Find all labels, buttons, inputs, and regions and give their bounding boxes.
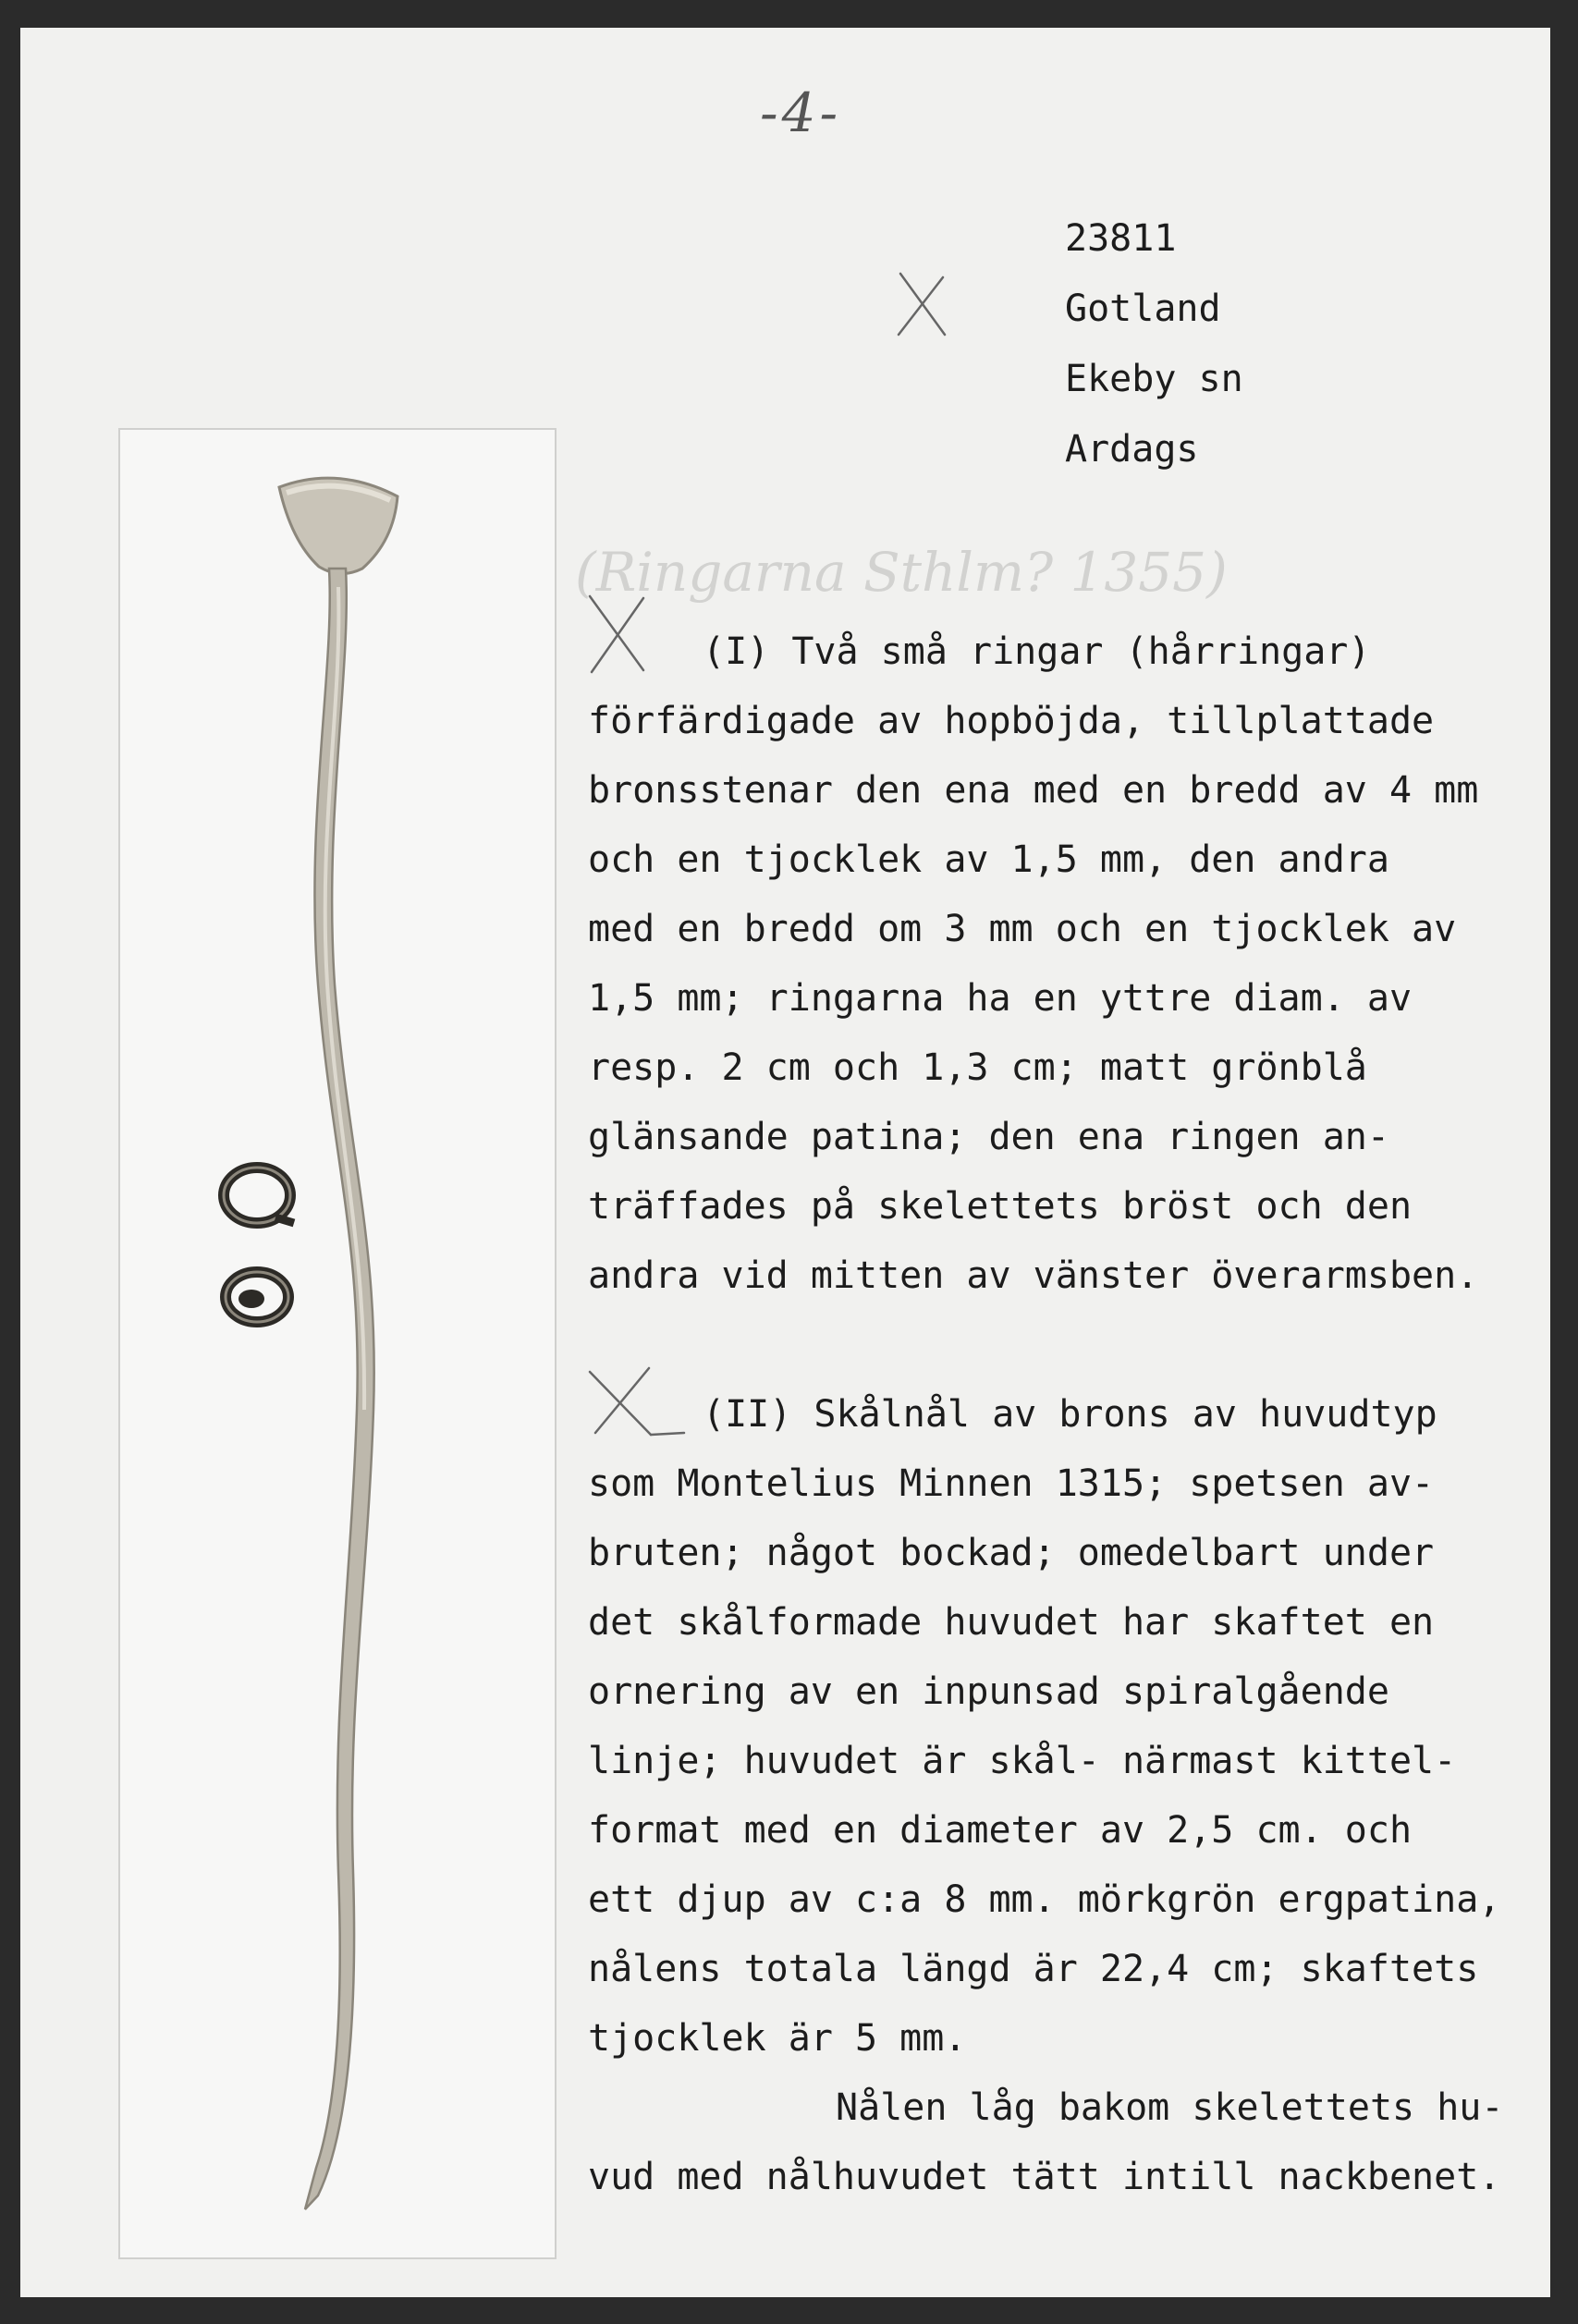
artifact-illustration — [120, 430, 555, 2257]
hair-ring-2 — [226, 1272, 288, 1322]
text-line: ornering av en inpunsad spiralgående — [588, 1670, 1389, 1713]
faded-annotation: (Ringarna Sthlm? 1355) — [575, 541, 1228, 604]
text-line: glänsande patina; den ena ringen an- — [588, 1116, 1389, 1158]
text-line: tjocklek är 5 mm. — [588, 2017, 967, 2060]
text-line: 1,5 mm; ringarna ha en yttre diam. av — [588, 977, 1413, 1020]
text-line: (II) Skålnål av brons av huvudtyp — [703, 1393, 1437, 1436]
text-line: resp. 2 cm och 1,3 cm; matt grönblå — [588, 1046, 1367, 1089]
text-line: (I) Två små ringar (hårringar) — [703, 630, 1371, 673]
section-rings — [588, 618, 1478, 1311]
text-line: bronsstenar den ena med en bredd av 4 mm — [588, 769, 1479, 812]
header-check-mark — [893, 270, 952, 340]
section-pin — [588, 1380, 1503, 2212]
text-line: träffades på skelettets bröst och den — [588, 1185, 1413, 1228]
text-line: och en tjocklek av 1,5 mm, den andra — [588, 838, 1389, 881]
parish: Ekeby sn — [1065, 358, 1243, 400]
text-line: det skålformade huvudet har skaftet en — [588, 1601, 1435, 1644]
text-line: linje; huvudet är skål- närmast kittel- — [588, 1740, 1457, 1782]
text-line: bruten; något bockad; omedelbart under — [588, 1532, 1435, 1574]
catalog-number: 23811 — [1065, 217, 1177, 260]
catalog-header — [1065, 203, 1243, 484]
text-line: som Montelius Minnen 1315; spetsen av- — [588, 1462, 1435, 1505]
text-line: med en bredd om 3 mm och en tjocklek av — [588, 908, 1457, 950]
text-line: Nålen låg bakom skelettets hu- — [836, 2086, 1504, 2129]
text-line: ett djup av c:a 8 mm. mörkgrön ergpatina, — [588, 1878, 1501, 1921]
artifact-photo — [118, 428, 557, 2259]
text-line: vud med nålhuvudet tätt intill nackbenet. — [588, 2156, 1501, 2198]
hair-ring-1 — [224, 1168, 294, 1223]
page-number: -4- — [760, 81, 842, 144]
text-line: andra vid mitten av vänster överarmsben. — [588, 1254, 1479, 1297]
province: Gotland — [1065, 287, 1221, 330]
archive-card — [20, 28, 1550, 2297]
text-line: format med en diameter av 2,5 cm. och — [588, 1809, 1413, 1852]
site-name: Ardags — [1065, 428, 1199, 471]
text-line: förfärdigade av hopböjda, tillplattade — [588, 700, 1435, 742]
text-line: nålens totala längd är 22,4 cm; skaftets — [588, 1948, 1479, 1990]
